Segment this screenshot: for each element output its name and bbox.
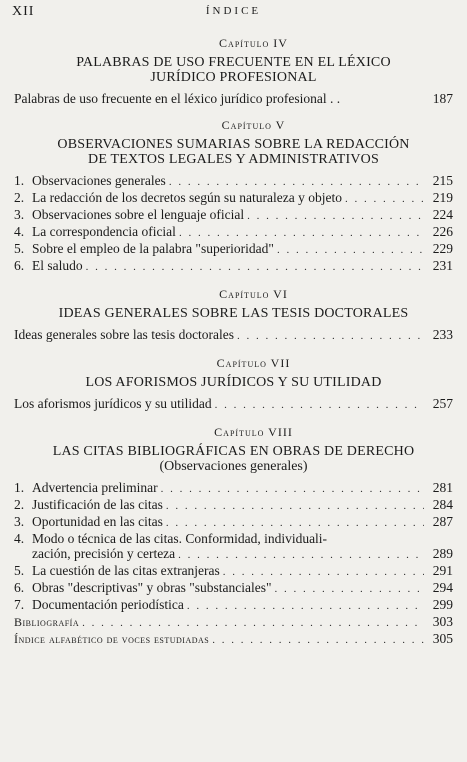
entry-text: Justificación de las citas	[32, 497, 163, 512]
entry-page: 215	[432, 173, 453, 188]
entry-page: 257	[432, 396, 453, 411]
entry-page: 229	[432, 241, 453, 256]
running-title: ÍNDICE	[205, 5, 262, 17]
chapter-vi	[14, 287, 453, 344]
entry-number: 2.	[14, 497, 25, 512]
entry-text: Bibliografía	[14, 615, 80, 629]
entry-text: Obras "descriptivas" y obras "substanciales"	[32, 580, 272, 595]
toc-entry[interactable]	[14, 480, 453, 497]
entry-number: 5.	[14, 241, 25, 256]
entry-text: zación, precisión y certeza	[32, 546, 176, 561]
entry-text: Ideas generales sobre las tesis doctorales	[14, 327, 235, 342]
chapter-vii	[14, 356, 453, 413]
entry-text: Índice alfabético de voces estudiadas	[14, 632, 210, 646]
toc-entry[interactable]	[14, 580, 453, 597]
leader-dots	[275, 582, 425, 597]
leader-dots	[169, 175, 424, 190]
chapter-title	[14, 375, 453, 390]
toc-entry-continued[interactable]	[14, 546, 453, 563]
leader-dots	[86, 260, 424, 275]
chapter-label: Capítulo VI	[219, 287, 288, 301]
entry-number: 5.	[14, 563, 25, 578]
leader-dots	[178, 548, 424, 563]
leader-dots	[215, 398, 424, 413]
leader-dots	[237, 329, 424, 344]
entry-text: Los aforismos jurídicos y su utilidad	[14, 396, 212, 411]
toc-entry[interactable]	[14, 91, 453, 106]
chapter-title	[14, 137, 453, 167]
chapter-title	[14, 55, 453, 85]
entry-page: 224	[432, 207, 453, 222]
chapter-subtitle: (Observaciones generales)	[159, 459, 308, 474]
entry-page: 287	[432, 514, 453, 529]
chapter-title	[14, 306, 453, 321]
entry-text: Sobre el empleo de la palabra "superioridad"	[32, 241, 274, 256]
entry-page: 294	[432, 580, 453, 595]
leader-dots	[223, 565, 424, 580]
chapter-title-line: LOS AFORISMOS JURÍDICOS Y SU UTILIDAD	[85, 375, 382, 390]
entry-page: 187	[432, 91, 453, 106]
chapter-title-line: LAS CITAS BIBLIOGRÁFICAS EN OBRAS DE DERECHO	[52, 444, 415, 459]
entry-text: Palabras de uso frecuente en el léxico jurídico profesional . .	[14, 91, 341, 106]
toc-entry[interactable]	[14, 173, 453, 190]
entry-number: 4.	[14, 531, 25, 546]
entry-page: 289	[432, 546, 453, 561]
entry-number: 1.	[14, 480, 25, 495]
chapter-title-line: DE TEXTOS LEGALES Y ADMINISTRATIVOS	[88, 152, 379, 167]
entry-page: 219	[432, 190, 453, 205]
leader-dots	[247, 209, 424, 224]
entry-page: 284	[432, 497, 453, 512]
chapter-title-line: OBSERVACIONES SUMARIAS SOBRE LA REDACCIÓN	[57, 137, 410, 152]
entry-text: Documentación periodística	[32, 597, 184, 612]
chapter-label: Capítulo V	[221, 118, 286, 132]
chapter-label: Capítulo IV	[219, 36, 288, 50]
leader-dots	[277, 243, 424, 258]
toc-entry[interactable]	[14, 224, 453, 241]
toc-entry[interactable]	[14, 207, 453, 224]
leader-dots	[345, 192, 424, 207]
leader-dots	[212, 633, 424, 648]
leader-dots	[161, 482, 424, 497]
entry-number: 4.	[14, 224, 25, 239]
entry-number: 2.	[14, 190, 25, 205]
toc-entry[interactable]	[14, 597, 453, 614]
entry-text: Modo o técnica de las citas. Conformidad, individuali-	[32, 531, 328, 546]
entry-text: La correspondencia oficial	[32, 224, 176, 239]
chapter-label: Capítulo VIII	[214, 425, 293, 439]
chapter-title-line: PALABRAS DE USO FRECUENTE EN EL LÉXICO	[76, 55, 391, 70]
chapter-label: Capítulo VII	[216, 356, 291, 370]
entry-text: Oportunidad en las citas	[32, 514, 163, 529]
chapter-title-line: IDEAS GENERALES SOBRE LAS TESIS DOCTORALES	[58, 306, 409, 321]
toc-entry[interactable]	[14, 497, 453, 514]
chapter-iv	[14, 36, 453, 106]
toc-entry-indice-alfabetico[interactable]	[14, 631, 453, 648]
toc-entry[interactable]	[14, 258, 453, 275]
entry-page: 291	[432, 563, 453, 578]
entry-text: La cuestión de las citas extranjeras	[32, 563, 220, 578]
chapter-viii	[14, 425, 453, 648]
chapter-title	[14, 444, 453, 459]
chapter-v	[14, 118, 453, 275]
leader-dots	[166, 499, 424, 514]
entry-text: El saludo	[32, 258, 83, 273]
entry-text: Observaciones generales	[32, 173, 166, 188]
toc-entry[interactable]	[14, 241, 453, 258]
toc-entry[interactable]	[14, 563, 453, 580]
leader-dots	[82, 616, 424, 631]
toc-entry[interactable]	[14, 190, 453, 207]
entry-number: 3.	[14, 207, 25, 222]
leader-dots	[166, 516, 424, 531]
entry-number: 6.	[14, 258, 25, 273]
entry-page: 226	[432, 224, 453, 239]
entry-number: 1.	[14, 173, 25, 188]
entry-text: Advertencia preliminar	[32, 480, 158, 495]
entry-page: 281	[432, 480, 453, 495]
leader-dots	[187, 599, 424, 614]
toc-entry-bibliografia[interactable]	[14, 614, 453, 631]
chapter-title-line: JURÍDICO PROFESIONAL	[150, 70, 317, 85]
entry-page: 303	[432, 614, 453, 629]
table-of-contents	[14, 36, 453, 648]
entry-page: 231	[432, 258, 453, 273]
entry-number: 3.	[14, 514, 25, 529]
page-number: XII	[12, 4, 35, 19]
entry-number: 6.	[14, 580, 25, 595]
entry-page: 299	[432, 597, 453, 612]
toc-entry[interactable]	[14, 396, 453, 413]
entry-text: Observaciones sobre el lenguaje oficial	[32, 207, 245, 222]
entry-page: 233	[432, 327, 453, 342]
entry-page: 305	[432, 631, 453, 646]
toc-entry[interactable]	[14, 327, 453, 344]
page-header	[12, 4, 455, 22]
leader-dots	[179, 226, 424, 241]
entry-text: La redacción de los decretos según su naturaleza y objeto	[32, 190, 342, 205]
entry-number: 7.	[14, 597, 25, 612]
toc-entry[interactable]	[14, 531, 453, 546]
toc-entry[interactable]	[14, 514, 453, 531]
